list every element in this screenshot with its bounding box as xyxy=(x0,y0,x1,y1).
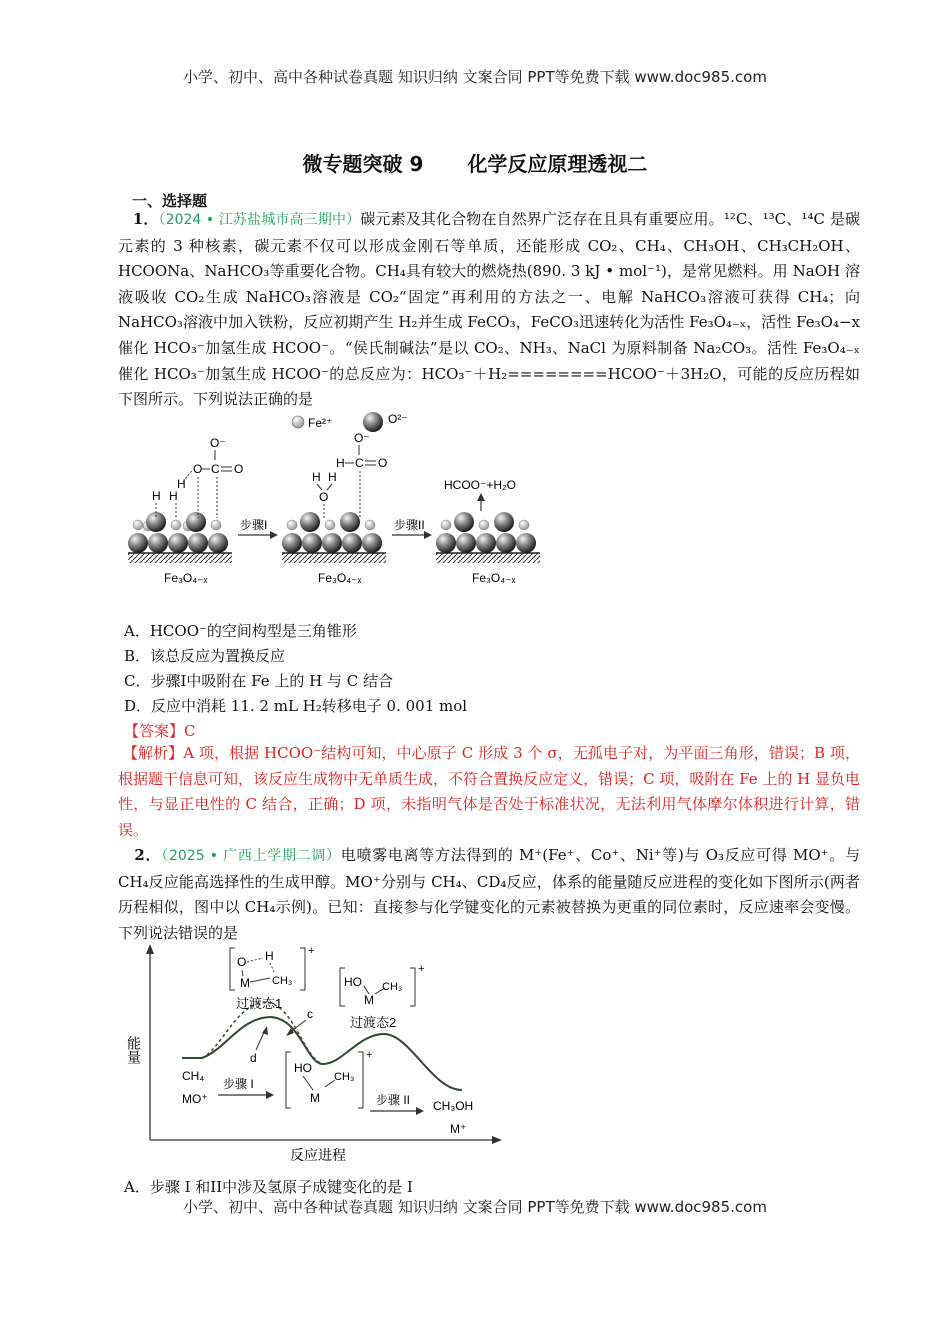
surface-2-label: Fe₃O₄₋ₓ xyxy=(318,571,362,585)
title-part2: 化学反应原理透视二 xyxy=(467,152,648,176)
o-atom: O xyxy=(234,462,244,476)
surface-2 xyxy=(282,431,387,585)
intermediate-charge: + xyxy=(366,1049,373,1061)
page-header: 小学、初中、高中各种试卷真题 知识归纳 文案合同 PPT等免费下载 www.doc985.com xyxy=(183,68,767,86)
h-atom: H xyxy=(152,489,161,503)
question-1-stem xyxy=(118,207,860,413)
ts2-charge: + xyxy=(418,963,425,975)
section-heading: 一、选择题 xyxy=(132,192,208,210)
product-ch3oh: CH₃OH xyxy=(433,1099,474,1113)
surface-1 xyxy=(128,436,243,585)
page-title xyxy=(0,148,950,177)
step2-label: 步骤II xyxy=(394,518,425,532)
intermediate-ch3: CH₃ xyxy=(334,1071,355,1083)
c-atom: C xyxy=(211,462,220,476)
ts1-label: 过渡态1 xyxy=(236,996,283,1011)
o-atom: O xyxy=(378,456,388,470)
question-2-text: 电喷雾电离等方法得到的 M⁺(Fe⁺、Co⁺、Ni⁺等)与 O₃反应可得 MO⁺。与 CH₄反应能高选择性的生成甲醇。MO⁺分别与 CH₄、CD₄反应，体系的能量随反应进程的变化如下图所示(两者历程相似，图中以 CH₄示例)。已知：直接参与化学键变化的元素被替换为更重的同位素时，反应速率会变慢。下列说法错误的是 xyxy=(118,846,860,942)
question-1-source: （2024 • 江苏盐城市高三期中） xyxy=(158,212,361,228)
question-1-analysis xyxy=(118,741,860,843)
c-atom: C xyxy=(355,456,364,470)
surface-3-label: Fe₃O₄₋ₓ xyxy=(472,571,516,585)
energy-profile-figure xyxy=(110,940,510,1168)
step1-label: 步骤 I xyxy=(223,1077,254,1091)
product-label: HCOO⁻+H₂O xyxy=(444,478,516,492)
h-atom: H xyxy=(312,470,321,484)
fe-legend-label: Fe²⁺ xyxy=(308,416,333,430)
o-atom: O xyxy=(193,462,203,476)
question-1-option-d[interactable]: D．反应中消耗 11. 2 mL H₂转移电子 0. 001 mol xyxy=(124,697,468,715)
analysis-text: A 项，根据 HCOO⁻结构可知，中心原子 C 形成 3 个 σ，无孤电子对，为平面三角形，错误；B 项，根据题干信息可知，该反应生成物中无单质生成，不符合置换反应定义，错误；C 项，吸附在 Fe 上的 H 显负电性，与显正电性的 C 结合，正确；D 项，未指明气体是否处于标准状况，无法利用气体摩尔体积进行计算，错误。 xyxy=(118,744,860,839)
ts1-m: M xyxy=(240,976,250,990)
step1-label: 步骤I xyxy=(240,518,268,532)
surface-3 xyxy=(436,478,540,585)
question-1-option-c[interactable]: C．步骤I中吸附在 Fe 上的 H 与 C 结合 xyxy=(124,672,394,690)
h-atom: H xyxy=(169,489,178,503)
y-axis-label: 能量 xyxy=(126,1036,142,1064)
o-atom: O xyxy=(319,490,329,504)
h-atom: H xyxy=(177,477,186,491)
analysis-label: 【解析】 xyxy=(122,744,184,762)
o-minus-atom: O⁻ xyxy=(354,431,370,445)
reactant-ch4: CH₄ xyxy=(182,1069,205,1083)
h-atom: H xyxy=(328,470,337,484)
answer-value: C xyxy=(184,722,196,740)
ts1-o: O xyxy=(237,955,247,969)
o-minus-atom: O⁻ xyxy=(210,436,226,450)
question-2-stem xyxy=(118,843,860,946)
question-1-answer xyxy=(124,720,196,741)
question-1-number: 1． xyxy=(132,210,159,228)
question-2-option-a[interactable]: A．步骤 I 和II中涉及氢原子成键变化的是 I xyxy=(124,1178,413,1196)
ts1-h: H xyxy=(265,949,274,963)
question-2-number: 2． xyxy=(134,846,162,864)
ts2-ho: HO xyxy=(344,975,362,989)
fe-legend-icon xyxy=(292,416,304,428)
x-axis-label: 反应进程 xyxy=(290,1147,346,1163)
step2-label: 步骤 II xyxy=(376,1093,411,1107)
question-1-option-b[interactable]: B．该总反应为置换反应 xyxy=(124,647,286,665)
ts2-ch3: CH₃ xyxy=(382,981,403,993)
answer-label: 【答案】 xyxy=(124,722,185,740)
ts2-label: 过渡态2 xyxy=(350,1015,397,1030)
question-2-source: （2025 • 广西上学期二调） xyxy=(161,848,341,864)
question-1-option-a[interactable]: A．HCOO⁻的空间构型是三角锥形 xyxy=(124,622,357,640)
surface-1-label: Fe₃O₄₋ₓ xyxy=(164,571,208,585)
reactant-mo: MO⁺ xyxy=(182,1092,208,1106)
o-legend-icon xyxy=(363,412,383,432)
title-part1: 微专题突破 9 xyxy=(302,152,424,176)
intermediate-bracket xyxy=(286,1052,291,1108)
label-c: c xyxy=(307,1007,313,1021)
intermediate-ho: HO xyxy=(294,1061,312,1075)
ts1-ch3: CH₃ xyxy=(272,975,293,987)
ts2-m: M xyxy=(364,993,374,1007)
page-footer: 小学、初中、高中各种试卷真题 知识归纳 文案合同 PPT等免费下载 www.doc985.com xyxy=(183,1198,767,1216)
intermediate-m: M xyxy=(310,1091,320,1105)
question-1-text: 碳元素及其化合物在自然界广泛存在且具有重要应用。¹²C、¹³C、¹⁴C 是碳元素的 3 种核素，碳元素不仅可以形成金刚石等单质，还能形成 CO₂、CH₄、CH₃OH、CH₃CH₂OH、HCOONa、NaHCO₃等重要化合物。CH₄具有较大的燃烧热(890. 3 kJ • mol⁻¹)，是常见燃料。用 NaOH 溶液吸收 CO₂生成 NaHCO₃溶液是 CO₂“固定”再利用的方法之一、电解 NaHCO₃溶液可获得 CH₄；向 NaHCO₃溶液中加入铁粉，反应初期产生 H₂并生成 FeCO₃，FeCO₃迅速转化为活性 Fe₃O₄₋ₓ，活性 Fe₃O₄−x 催化 HCO₃⁻加氢生成 HCOO⁻。“侯氏制碱法”是以 CO₂、NH₃、NaCl 为原料制备 Na₂CO₃。活性 Fe₃O₄₋ₓ催化 HCO₃⁻加氢生成 HCOO⁻的总反应为：HCO₃⁻＋H₂========HCOO⁻＋3H₂O，可能的反应历程如下图所示。下列说法正确的是 xyxy=(118,210,861,409)
reaction-mechanism-figure xyxy=(120,405,540,590)
ts1-charge: + xyxy=(308,945,315,957)
product-m: M⁺ xyxy=(450,1122,467,1136)
h-atom: H xyxy=(336,456,345,470)
label-d: d xyxy=(250,1051,257,1065)
ts1-bracket xyxy=(230,948,235,990)
o-legend-label: O²⁻ xyxy=(388,412,408,426)
